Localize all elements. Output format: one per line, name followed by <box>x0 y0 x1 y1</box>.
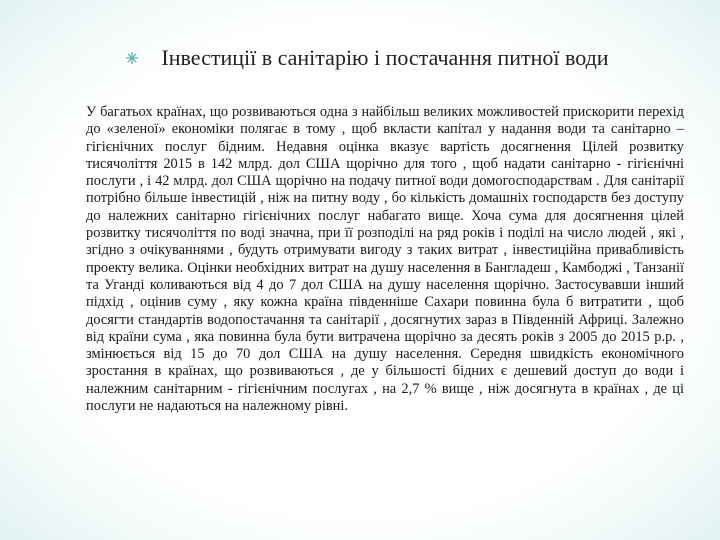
slide-title <box>112 44 632 72</box>
slide-title-text: Інвестиції в санітарію і постачання питної води <box>161 45 609 70</box>
body-paragraph: У багатьох країнах, що розвиваються одна з найбільш великих можливостей прискорити перехід до «зеленої» економіки полягає в тому , щоб вкласти капітал у надання води та санітарно – гігієнічних послуг бідним. Недавня оцінка вказує вартість досягнення Цілей розвитку тисячоліття 2015 в 142 млрд. дол США щорічно для того , щоб надати санітарно - гігієнічні послуги , і 42 млрд. дол США щорічно на подачу питної води домогосподарствам . Для санітарії потрібно більше інвестицій , ніж на питну воду , бо кількість домашніх господарств без доступу до належних санітарно гігієнічних послуг набагато вище. Хоча сума для досягнення цілей розвитку тисячоліття по воді значна, при її розподілі на ряд років і поділі на число людей , які , згідно з очікуваннями , будуть отримувати вигоду з таких витрат , інвестиційна привабливість проекту велика. Оцінки необхідних витрат на душу населення в Бангладеш , Камбоджі , Танзанії та Уганді коливаються від 4 до 7 дол США на душу населення щорічно. Застосувавши інший підхід , оцінив суму , яку кожна країна південніше Сахари повинна була б витратити , щоб досягти стандартів водопостачання та санітарії , досягнутих зараз в Південній Африці. Залежно від країни сума , яка повинна була бути витрачена щорічно за десять років з 2005 до 2015 р.р. , змінюється від 15 до 70 дол США на душу населення. Середня швидкість економічного зростання в країнах, що розвиваються , де у більшості бідних є дешевий доступ до води і належним санітарним - гігієнічним послугах , на 2,7 % вище , ніж досягнута в країнах , де ці послуги не надаються на належному рівні. <box>86 104 684 415</box>
